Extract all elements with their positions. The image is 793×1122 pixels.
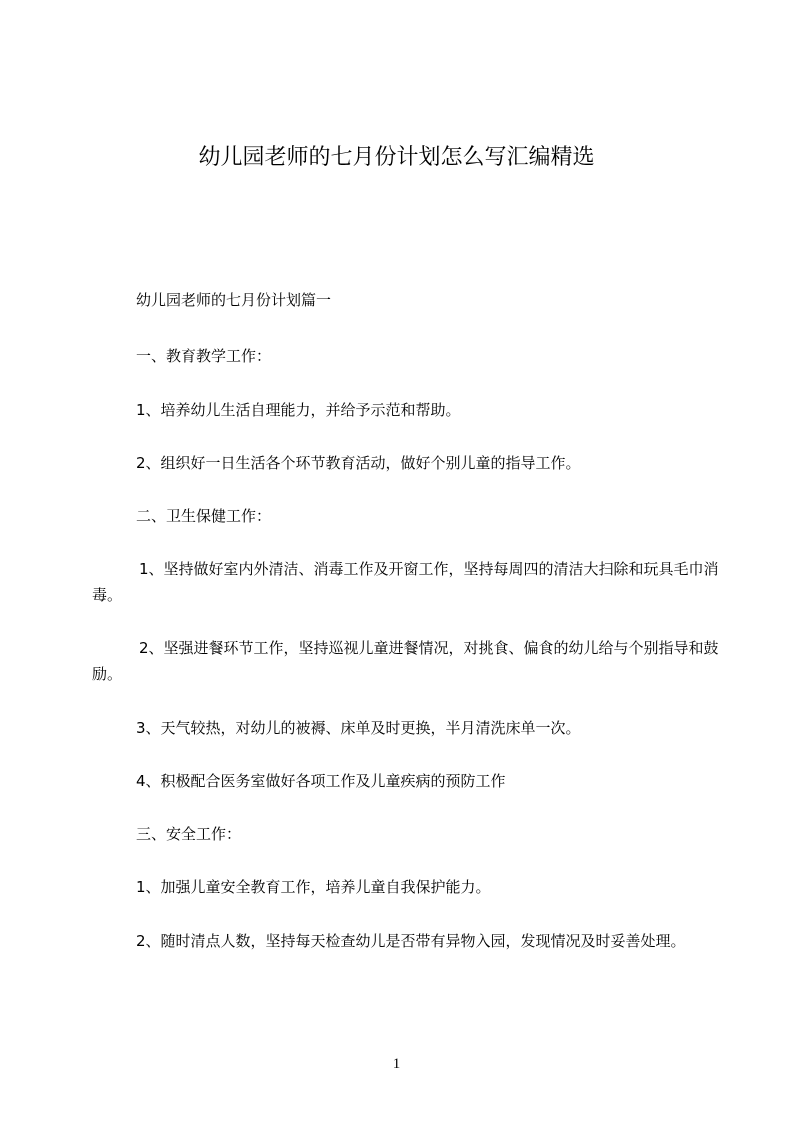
- page-title: 幼儿园老师的七月份计划怎么写汇编精选: [198, 145, 595, 170]
- section-heading-plan: 幼儿园老师的七月份计划篇一: [136, 291, 332, 309]
- heading-health: 二、卫生保健工作：: [136, 507, 272, 525]
- paragraph: 2、组织好一日生活各个环节教育活动，做好个别儿童的指导工作。: [136, 454, 581, 472]
- page-number: 1: [392, 1056, 401, 1072]
- paragraph: 3、天气较热，对幼儿的被褥、床单及时更换，半月清洗床单一次。: [136, 719, 581, 737]
- paragraph: 1、加强儿童安全教育工作，培养儿童自我保护能力。: [136, 878, 491, 896]
- paragraph: 2、随时清点人数，坚持每天检查幼儿是否带有异物入园，发现情况及时妥善处理。: [136, 932, 686, 950]
- paragraph: 4、积极配合医务室做好各项工作及儿童疾病的预防工作: [136, 772, 506, 790]
- paragraph: 2、坚强进餐环节工作，坚持巡视儿童进餐情况，对挑食、偏食的幼儿给与个别指导和鼓励。: [92, 639, 719, 683]
- paragraph: 1、培养幼儿生活自理能力，并给予示范和帮助。: [136, 401, 461, 419]
- heading-education: 一、教育教学工作：: [136, 347, 272, 365]
- paragraph: 1、坚持做好室内外清洁、消毒工作及开窗工作，坚持每周四的清洁大扫除和玩具毛巾消毒。: [92, 560, 719, 604]
- heading-safety: 三、安全工作：: [136, 825, 242, 843]
